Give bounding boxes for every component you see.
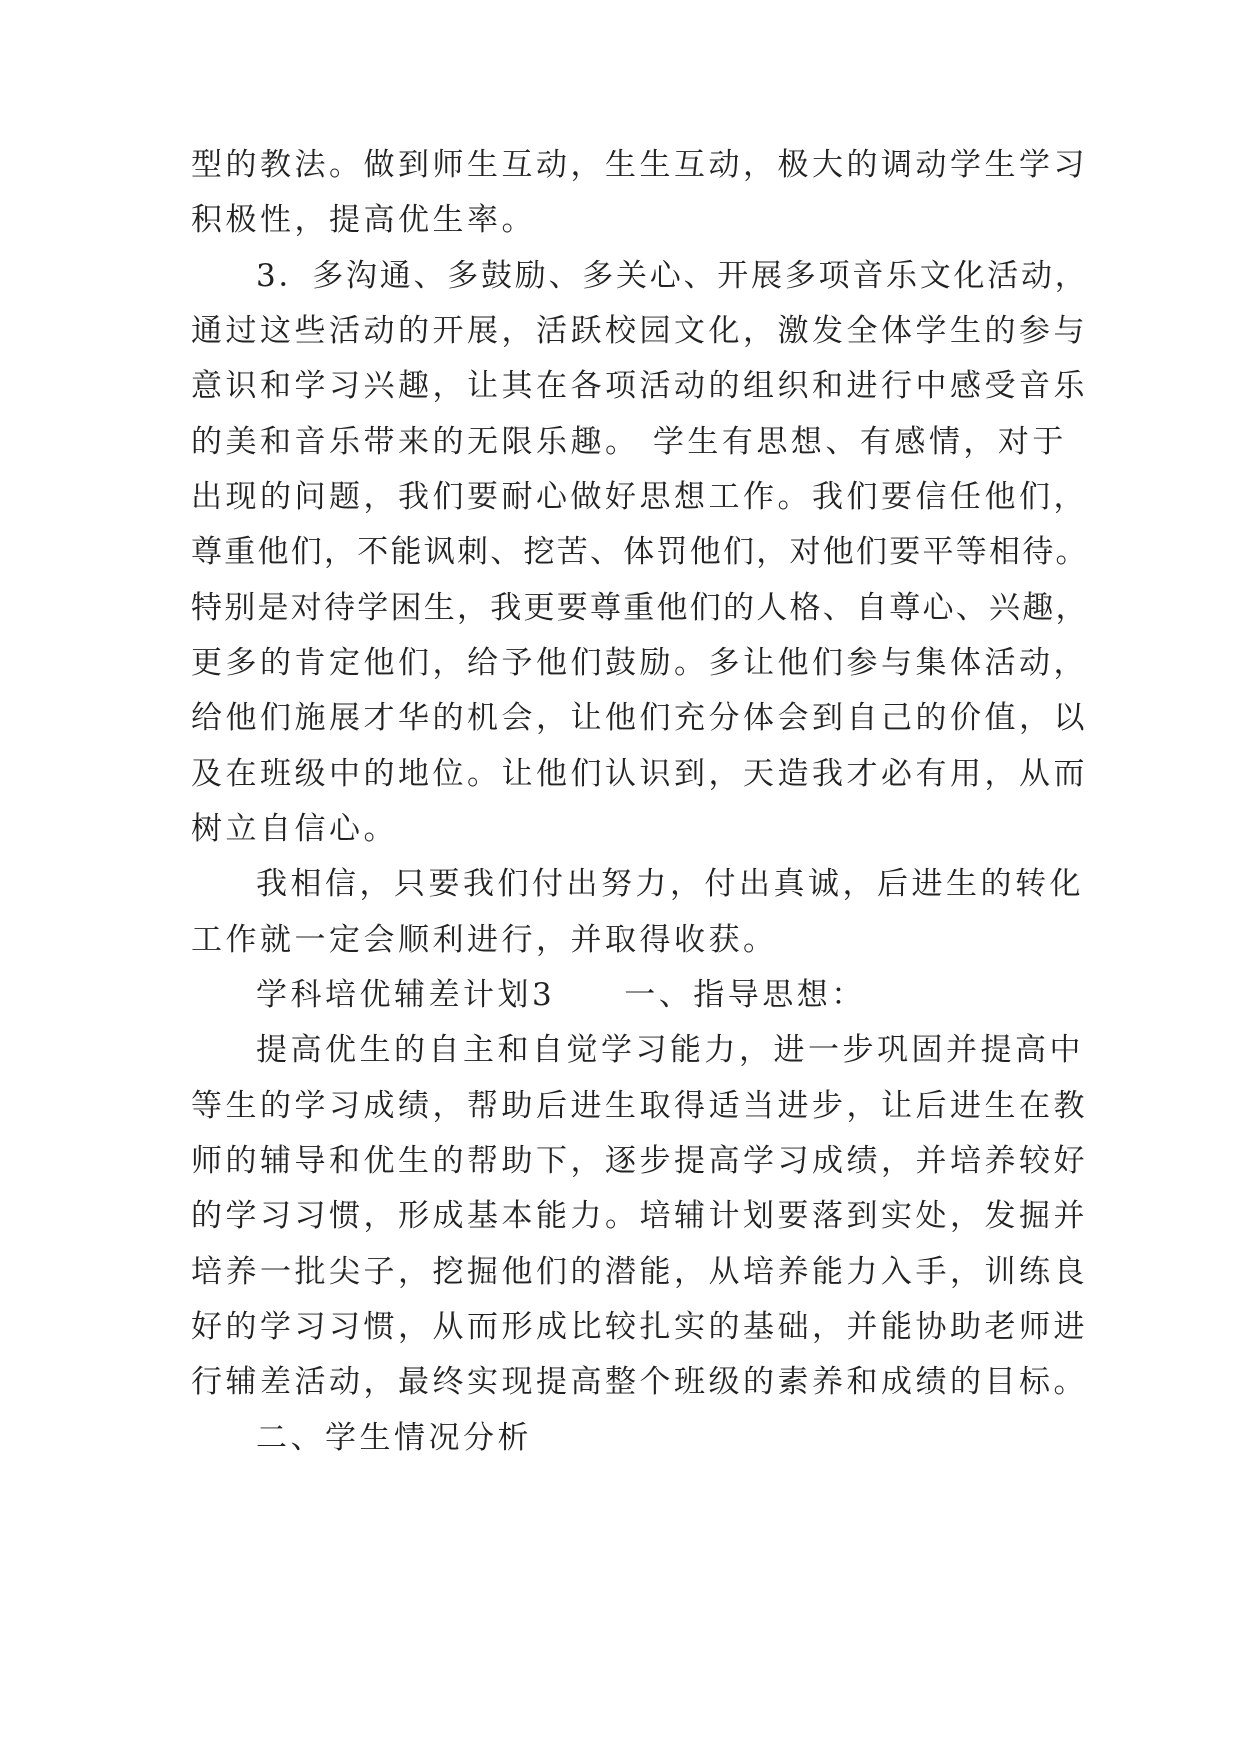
- text-line: 3．多沟通、多鼓励、多关心、开展多项音乐文化活动，: [256, 258, 1089, 294]
- text-line: 的学习习惯，形成基本能力。培辅计划要落到实处，发掘并: [191, 1198, 1088, 1234]
- text-line: 型的教法。做到师生互动，生生互动，极大的调动学生学习: [191, 147, 1088, 183]
- text-line: 师的辅导和优生的帮助下，逐步提高学习成绩，并培养较好: [191, 1143, 1088, 1179]
- text-line: 树立自信心。: [191, 811, 398, 847]
- text-line: 积极性，提高优生率。: [191, 202, 536, 238]
- text-line: 等生的学习成绩，帮助后进生取得适当进步，让后进生在教: [191, 1088, 1088, 1124]
- text-line: 特别是对待学困生，我更要尊重他们的人格、自尊心、兴趣，: [191, 590, 1089, 626]
- text-line: 意识和学习兴趣，让其在各项活动的组织和进行中感受音乐: [191, 368, 1088, 404]
- text-line: 出现的问题，我们要耐心做好思想工作。我们要信任他们，: [191, 479, 1088, 515]
- section-heading: 二、学生情况分析: [256, 1420, 532, 1456]
- text-line: 提高优生的自主和自觉学习能力，进一步巩固并提高中: [256, 1032, 1084, 1068]
- text-line: 行辅差活动，最终实现提高整个班级的素养和成绩的目标。: [191, 1364, 1088, 1400]
- text-line: 我相信，只要我们付出努力，付出真诚，后进生的转化: [256, 866, 1084, 902]
- text-line: 工作就一定会顺利进行，并取得收获。: [191, 922, 778, 958]
- text-line: 通过这些活动的开展，活跃校园文化，激发全体学生的参与: [191, 313, 1088, 349]
- text-line: 好的学习习惯，从而形成比较扎实的基础，并能协助老师进: [191, 1309, 1088, 1345]
- text-line: 尊重他们，不能讽刺、挖苦、体罚他们，对他们要平等相待。: [191, 534, 1089, 570]
- text-line: 更多的肯定他们，给予他们鼓励。多让他们参与集体活动，: [191, 645, 1088, 681]
- text-line: 培养一批尖子，挖掘他们的潜能，从培养能力入手，训练良: [191, 1254, 1088, 1290]
- text-line: 给他们施展才华的机会，让他们充分体会到自己的价值，以: [191, 700, 1088, 736]
- text-line: 及在班级中的地位。让他们认识到，天造我才必有用，从而: [191, 756, 1088, 792]
- text-line: 的美和音乐带来的无限乐趣。 学生有思想、有感情，对于: [191, 424, 1067, 460]
- section-heading: 学科培优辅差计划3 一、指导思想：: [256, 977, 866, 1013]
